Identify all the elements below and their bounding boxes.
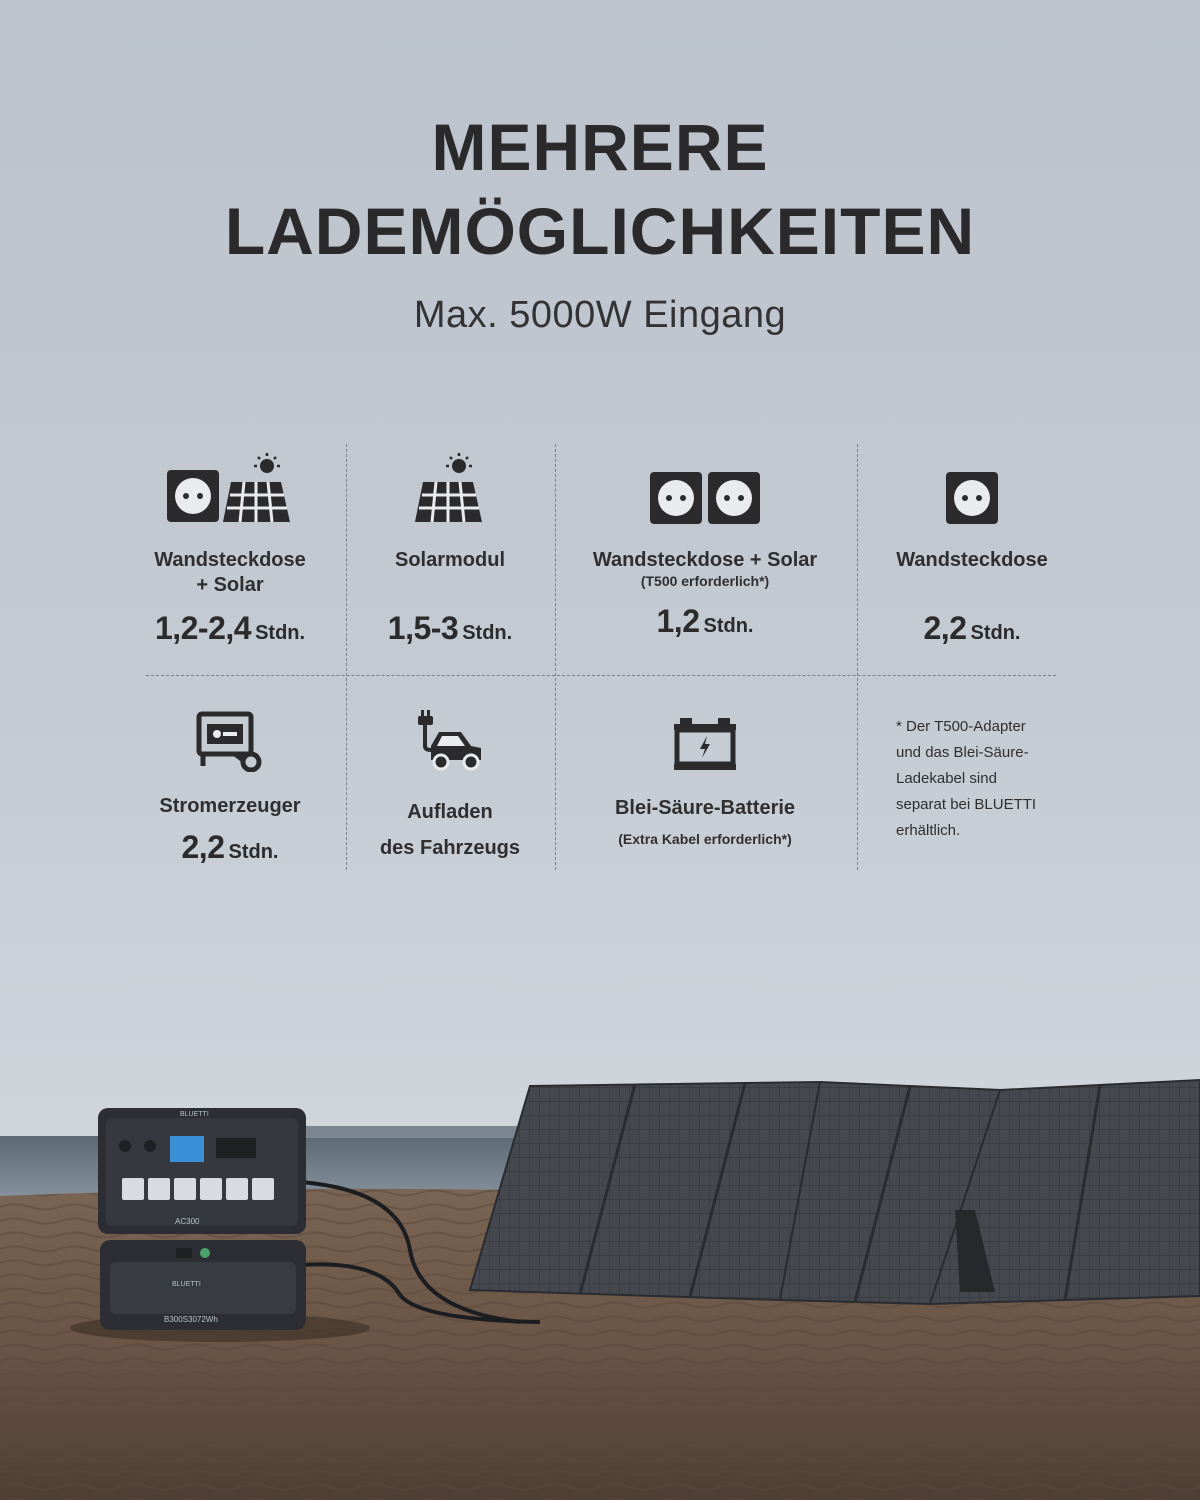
footnote-line: erhältlich. [896, 822, 961, 839]
car-charging-icon [415, 706, 485, 772]
charge-time-unit: Stdn. [970, 622, 1021, 644]
option-label: Solarmodul [394, 549, 505, 571]
title-line-1: MEHRERE [431, 110, 769, 184]
charge-time-unit: Stdn. [255, 622, 306, 644]
car-battery-icon [672, 716, 738, 772]
distant-shore [300, 1126, 520, 1138]
charge-time-unit: Stdn. [228, 841, 279, 863]
charge-time-unit: Stdn. [462, 622, 513, 644]
divider [555, 444, 556, 870]
footnote-line: und das Blei-Säure- [896, 744, 1029, 761]
divider [346, 444, 347, 870]
charge-time [570, 603, 840, 640]
display-screen [170, 1136, 204, 1162]
option-wall-socket-solar-t500 [570, 452, 840, 640]
product-scene [0, 1060, 1200, 1500]
generator-icon [195, 710, 265, 772]
charge-time [130, 829, 330, 866]
top-unit-model: AC300 [175, 1217, 200, 1226]
footnote-line: * Der T500-Adapter [896, 718, 1026, 735]
option-solar-panel [350, 452, 550, 647]
option-note: (Extra Kabel erforderlich*) [618, 831, 792, 847]
option-generator [130, 710, 330, 866]
wall-socket-icon [945, 452, 999, 526]
option-label: des Fahrzeugs [379, 837, 521, 859]
battery-unit-model: B300S [164, 1315, 189, 1324]
solar-panel [470, 1082, 820, 1300]
option-label: + Solar [196, 574, 264, 596]
option-label: Wandsteckdose [896, 549, 1048, 571]
divider [146, 675, 1056, 676]
battery-unit-brand: BLUETTI [172, 1281, 201, 1288]
charge-time-value: 1,2-2,4 [154, 610, 252, 646]
solar-panel-icon [413, 452, 487, 526]
title-line-2: LADEMÖGLICHKEITEN [224, 194, 976, 268]
charge-time [350, 610, 550, 647]
solar-panel-array [470, 1080, 1200, 1304]
option-note: (T500 erforderlich*) [640, 573, 770, 589]
charge-time-value: 2,2 [923, 610, 967, 646]
option-label: Blei-Säure-Batterie [614, 797, 796, 819]
option-wall-socket-solar [130, 452, 330, 647]
footnote [896, 714, 1096, 844]
power-station [98, 1108, 306, 1330]
option-label: Wandsteckdose + Solar [592, 549, 818, 571]
charge-time-value: 1,2 [656, 603, 700, 639]
option-label: Aufladen [407, 801, 493, 823]
option-wall-socket [872, 452, 1072, 647]
option-label: Stromerzeuger [159, 795, 301, 817]
top-unit-brand: BLUETTI [180, 1111, 209, 1118]
charge-time [872, 610, 1072, 647]
charge-time-value: 1,5-3 [387, 610, 459, 646]
charge-time-unit: Stdn. [703, 615, 754, 637]
footnote-line: Ladekabel sind [896, 770, 997, 787]
footnote-line: separat bei BLUETTI [896, 796, 1037, 813]
wall-socket-solar-icon [165, 452, 295, 526]
double-socket-icon [649, 452, 761, 526]
charge-time-value: 2,2 [181, 829, 225, 865]
charge-time [130, 610, 330, 647]
divider [857, 444, 858, 870]
option-label: Wandsteckdose [154, 549, 306, 571]
page-subtitle: Max. 5000W Eingang [413, 294, 787, 336]
option-lead-acid-battery [570, 716, 840, 847]
battery-unit-capacity: 3072Wh [188, 1315, 218, 1324]
option-vehicle [350, 706, 550, 866]
